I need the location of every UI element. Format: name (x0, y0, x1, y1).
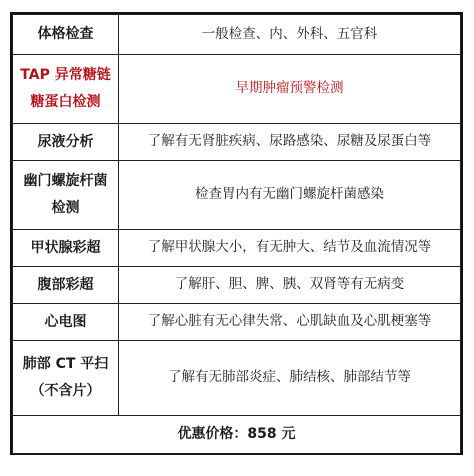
checkup-table (12, 14, 461, 454)
item-name-cell (13, 341, 119, 416)
table-row (13, 124, 461, 161)
item-description: 了解甲状腺大小，有无肿大、结节及血流情况等 (119, 230, 461, 267)
item-description: 检查胃内有无幽门螺旋杆菌感染 (119, 161, 461, 230)
item-name: 腹部彩超 (37, 276, 94, 293)
item-description: 早期肿瘤预警检测 (119, 55, 461, 124)
item-name-cell (13, 55, 119, 124)
item-description: 了解有无肾脏疾病、尿路感染、尿糖及尿蛋白等 (119, 124, 461, 161)
item-name: 心电图 (44, 313, 87, 330)
table-row (13, 230, 461, 267)
item-name: TAP 异常糖链 (20, 67, 111, 84)
item-name-cell (13, 230, 119, 267)
item-name: 幽门螺旋杆菌 (23, 173, 108, 190)
item-description: 了解肝、胆、脾、胰、双肾等有无病变 (119, 267, 461, 304)
item-description: 了解心脏有无心律失常、心肌缺血及心肌梗塞等 (119, 304, 461, 341)
item-name: 体格检查 (37, 26, 94, 43)
item-name: （不含片） (30, 383, 101, 399)
item-name-cell (13, 267, 119, 304)
table-row (13, 341, 461, 416)
table-row (13, 267, 461, 304)
item-name-cell (13, 161, 119, 230)
item-description: 了解有无肺部炎症、肺结核、肺部结节等 (119, 341, 461, 416)
table-row (13, 55, 461, 124)
item-name-cell (13, 304, 119, 341)
table-row (13, 304, 461, 341)
item-name: 检测 (51, 200, 80, 216)
checkup-package-sheet (10, 12, 463, 455)
item-name: 糖蛋白检测 (30, 94, 101, 110)
total-price: 优惠价格：858 元 (13, 416, 461, 454)
item-name: 肺部 CT 平扫 (22, 356, 109, 373)
table-row (13, 161, 461, 230)
item-name: 甲状腺彩超 (30, 239, 101, 256)
item-name: 尿液分析 (37, 133, 94, 150)
total-price-row (13, 416, 461, 454)
item-description: 一般检查、内、外科、五官科 (119, 15, 461, 55)
item-name-cell (13, 124, 119, 161)
table-row (13, 15, 461, 55)
item-name-cell (13, 15, 119, 55)
